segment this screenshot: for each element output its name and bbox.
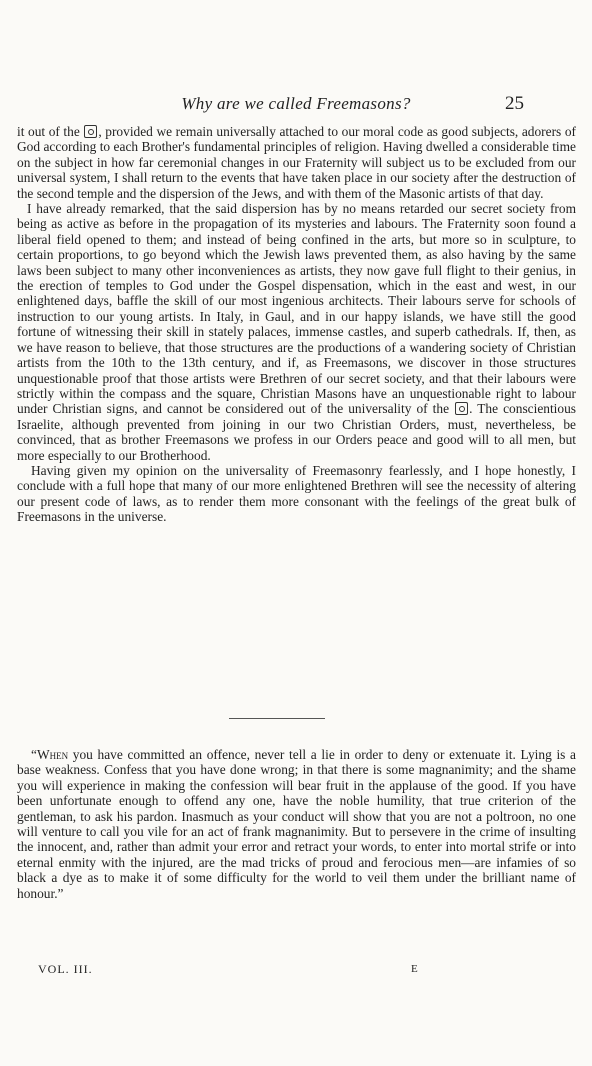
page-number: 25 [505, 93, 524, 114]
section-divider [229, 718, 325, 719]
paragraph-1-start: it out of the [17, 124, 84, 139]
paragraph-3: Having given my opinion on the universality of Freemasonry fearlessly, and I hope honestly, I conclude with a full hope that many of our more enlightened Brethren will see the necessity of altering our present code of laws, as to render them more consonant with the feelings of the great bulk of Freemasons in the universe. [17, 462, 576, 525]
quote-text [17, 747, 576, 901]
quote-first-word: When [36, 747, 69, 762]
signature-mark: E [411, 963, 419, 975]
masonic-symbol-icon [84, 125, 97, 138]
paragraph-2 [17, 201, 576, 463]
main-text [17, 124, 576, 525]
paragraph-2-rest: . The conscientious Israelite, although prevented from joining in our two Christian Orders, must, nevertheless, be convinced, that as brother Freemasons we profess in our Orders peace and good will to all men, but more especially to our Brotherhood. [17, 401, 576, 463]
volume-label: VOL. III. [38, 962, 93, 976]
paragraph-1-rest: , provided we remain universally attached to our moral code as good subjects, adorers of God according to each Brother's fundamental principles of religion. Having dwelled a considerable time on the subject in how far ceremonial changes in our Fraternity will subject us to be excluded from our universal system, I shall return to the events that have taken place in our society after the destruction of the second temple and the dispersion of the Jews, and with them of the Masonic artists of that day. [17, 124, 576, 201]
quote-open-mark: “ [31, 747, 37, 762]
masonic-symbol-icon [455, 402, 468, 415]
quote-paragraph [17, 747, 576, 901]
quote-body: you have committed an offence, never tell a lie in order to deny or extenuate it. Lying is a base weakness. Confess that you have done wrong; in that there is some magnanimity; and the shame you will experience in making the confession will bear fruit in the applause of the good. If you have been unfortunate enough to offend any one, have the noble humility, that true criterion of the gentleman, to ask his pardon. Inasmuch as your conduct will show that you are not a poltroon, no one will venture to call you vile for an act of frank magnanimity. But to persevere in the crime of insulting the innocent, and, rather than admit your error and retract your words, to enter into mortal strife or into eternal enmity with the injured, are the mad tricks of proud and ferocious men—are infamies of so black a dye as to make it of some difficulty for the world to veil them under the brilliant name of honour.” [17, 747, 576, 901]
running-head [0, 94, 592, 118]
paragraph-2-start: I have already remarked, that the said dispersion has by no means retarded our secret society from being as active as before in the propagation of its mysteries and labours. The Fraternity soon found a liberal field opened to them; and instead of being confined in the arts, but more so in sculpture, to certain proportions, to go beyond which the Jewish laws prevented them, as also having by the same laws been subject to many other inconveniences as artists, they now gave full flight to their genius, in the erection of temples to God under the Gospel dispensation, which in the east and west, in our enlightened days, baffle the skill of our most ingenious architects. Their labours serve for schools of instruction to our young artists. In Italy, in Gaul, and in our happy islands, we have still the good fortune of witnessing their skill in stately palaces, immense castles, and superb cathedrals. If, then, as we have reason to believe, that those structures are the productions of a wandering society of Christian artists from the 10th to the 13th century, and if, as Freemasons, we discover in those structures unquestionable proof that those artists were Brethren of our secret society, and that their labours were strictly within the compass and the square, Christian Masons have an unquestionable right to labour under Christian signs, and cannot be considered out of the universality of the [17, 201, 576, 417]
paragraph-1 [17, 124, 576, 201]
running-title: Why are we called Freemasons? [181, 94, 411, 113]
page-footer [0, 962, 592, 982]
